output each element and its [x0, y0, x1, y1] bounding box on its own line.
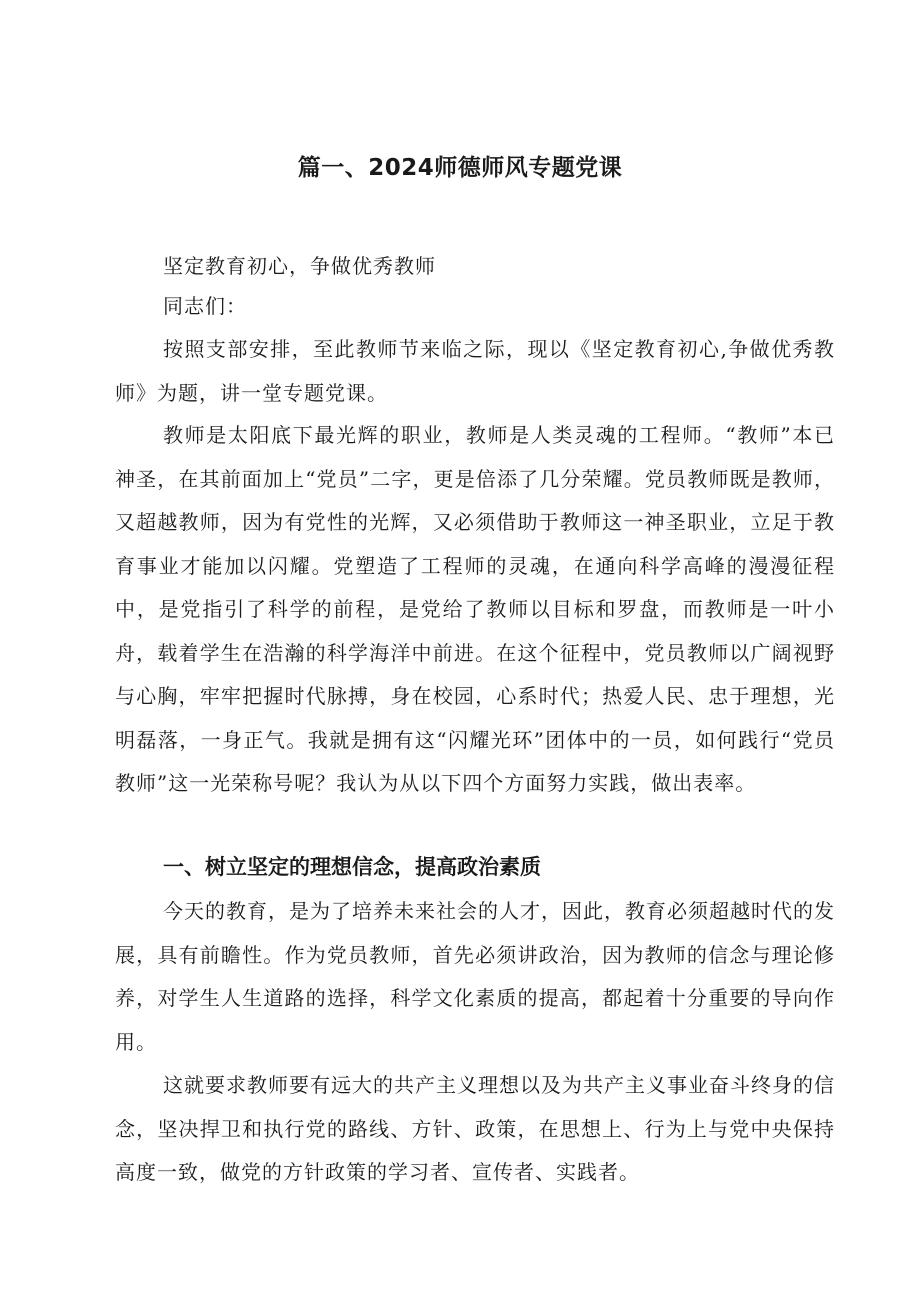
document-title: 篇一、2024师德师风专题党课	[297, 155, 623, 181]
paragraph-ideals: 这就要求教师要有远大的共产主义理想以及为共产主义事业奋斗终身的信念，坚决捍卫和执行党的路线、方针、政策，在思想上、行为上与党中央保持高度一致，做党的方针政策的学习者、宣传者、实践者。	[115, 1073, 835, 1184]
paragraph-intro: 按照支部安排，至此教师节来临之际，现以《坚定教育初心,争做优秀教师》为题，讲一堂专题党课。	[115, 337, 835, 405]
paragraph-teacher-role: 教师是太阳底下最光辉的职业，教师是人类灵魂的工程师。“教师”本已神圣，在其前面加上“党员”二字，更是倍添了几分荣耀。党员教师既是教师，又超越教师，因为有党性的光辉，又必须借助于教师这一神圣职业，立足于教育事业才能加以闪耀。党塑造了工程师的灵魂，在通向科学高峰的漫漫征程中，是党指引了科学的前程，是党给了教师以目标和罗盘，而教师是一叶小舟，载着学生在浩瀚的科学海洋中前进。在这个征程中，党员教师以广阔视野与心胸，牢牢把握时代脉搏，身在校园，心系时代；热爱人民、忠于理想，光明磊落，一身正气。我就是拥有这“闪耀光环”团体中的一员，如何践行“党员教师”这一光荣称号呢？我认为从以下四个方面努力实践，做出表率。	[115, 423, 835, 795]
salutation: 同志们：	[163, 294, 247, 318]
document-subtitle: 坚定教育初心，争做优秀教师	[163, 254, 436, 278]
section-heading: 一、树立坚定的理想信念，提高政治素质	[163, 855, 541, 879]
paragraph-education-future: 今天的教育，是为了培养未来社会的人才，因此，教育必须超越时代的发展，具有前瞻性。作为党员教师，首先必须讲政治，因为教师的信念与理论修养，对学生人生道路的选择，科学文化素质的提高，都起着十分重要的导向作用。	[115, 899, 835, 1054]
